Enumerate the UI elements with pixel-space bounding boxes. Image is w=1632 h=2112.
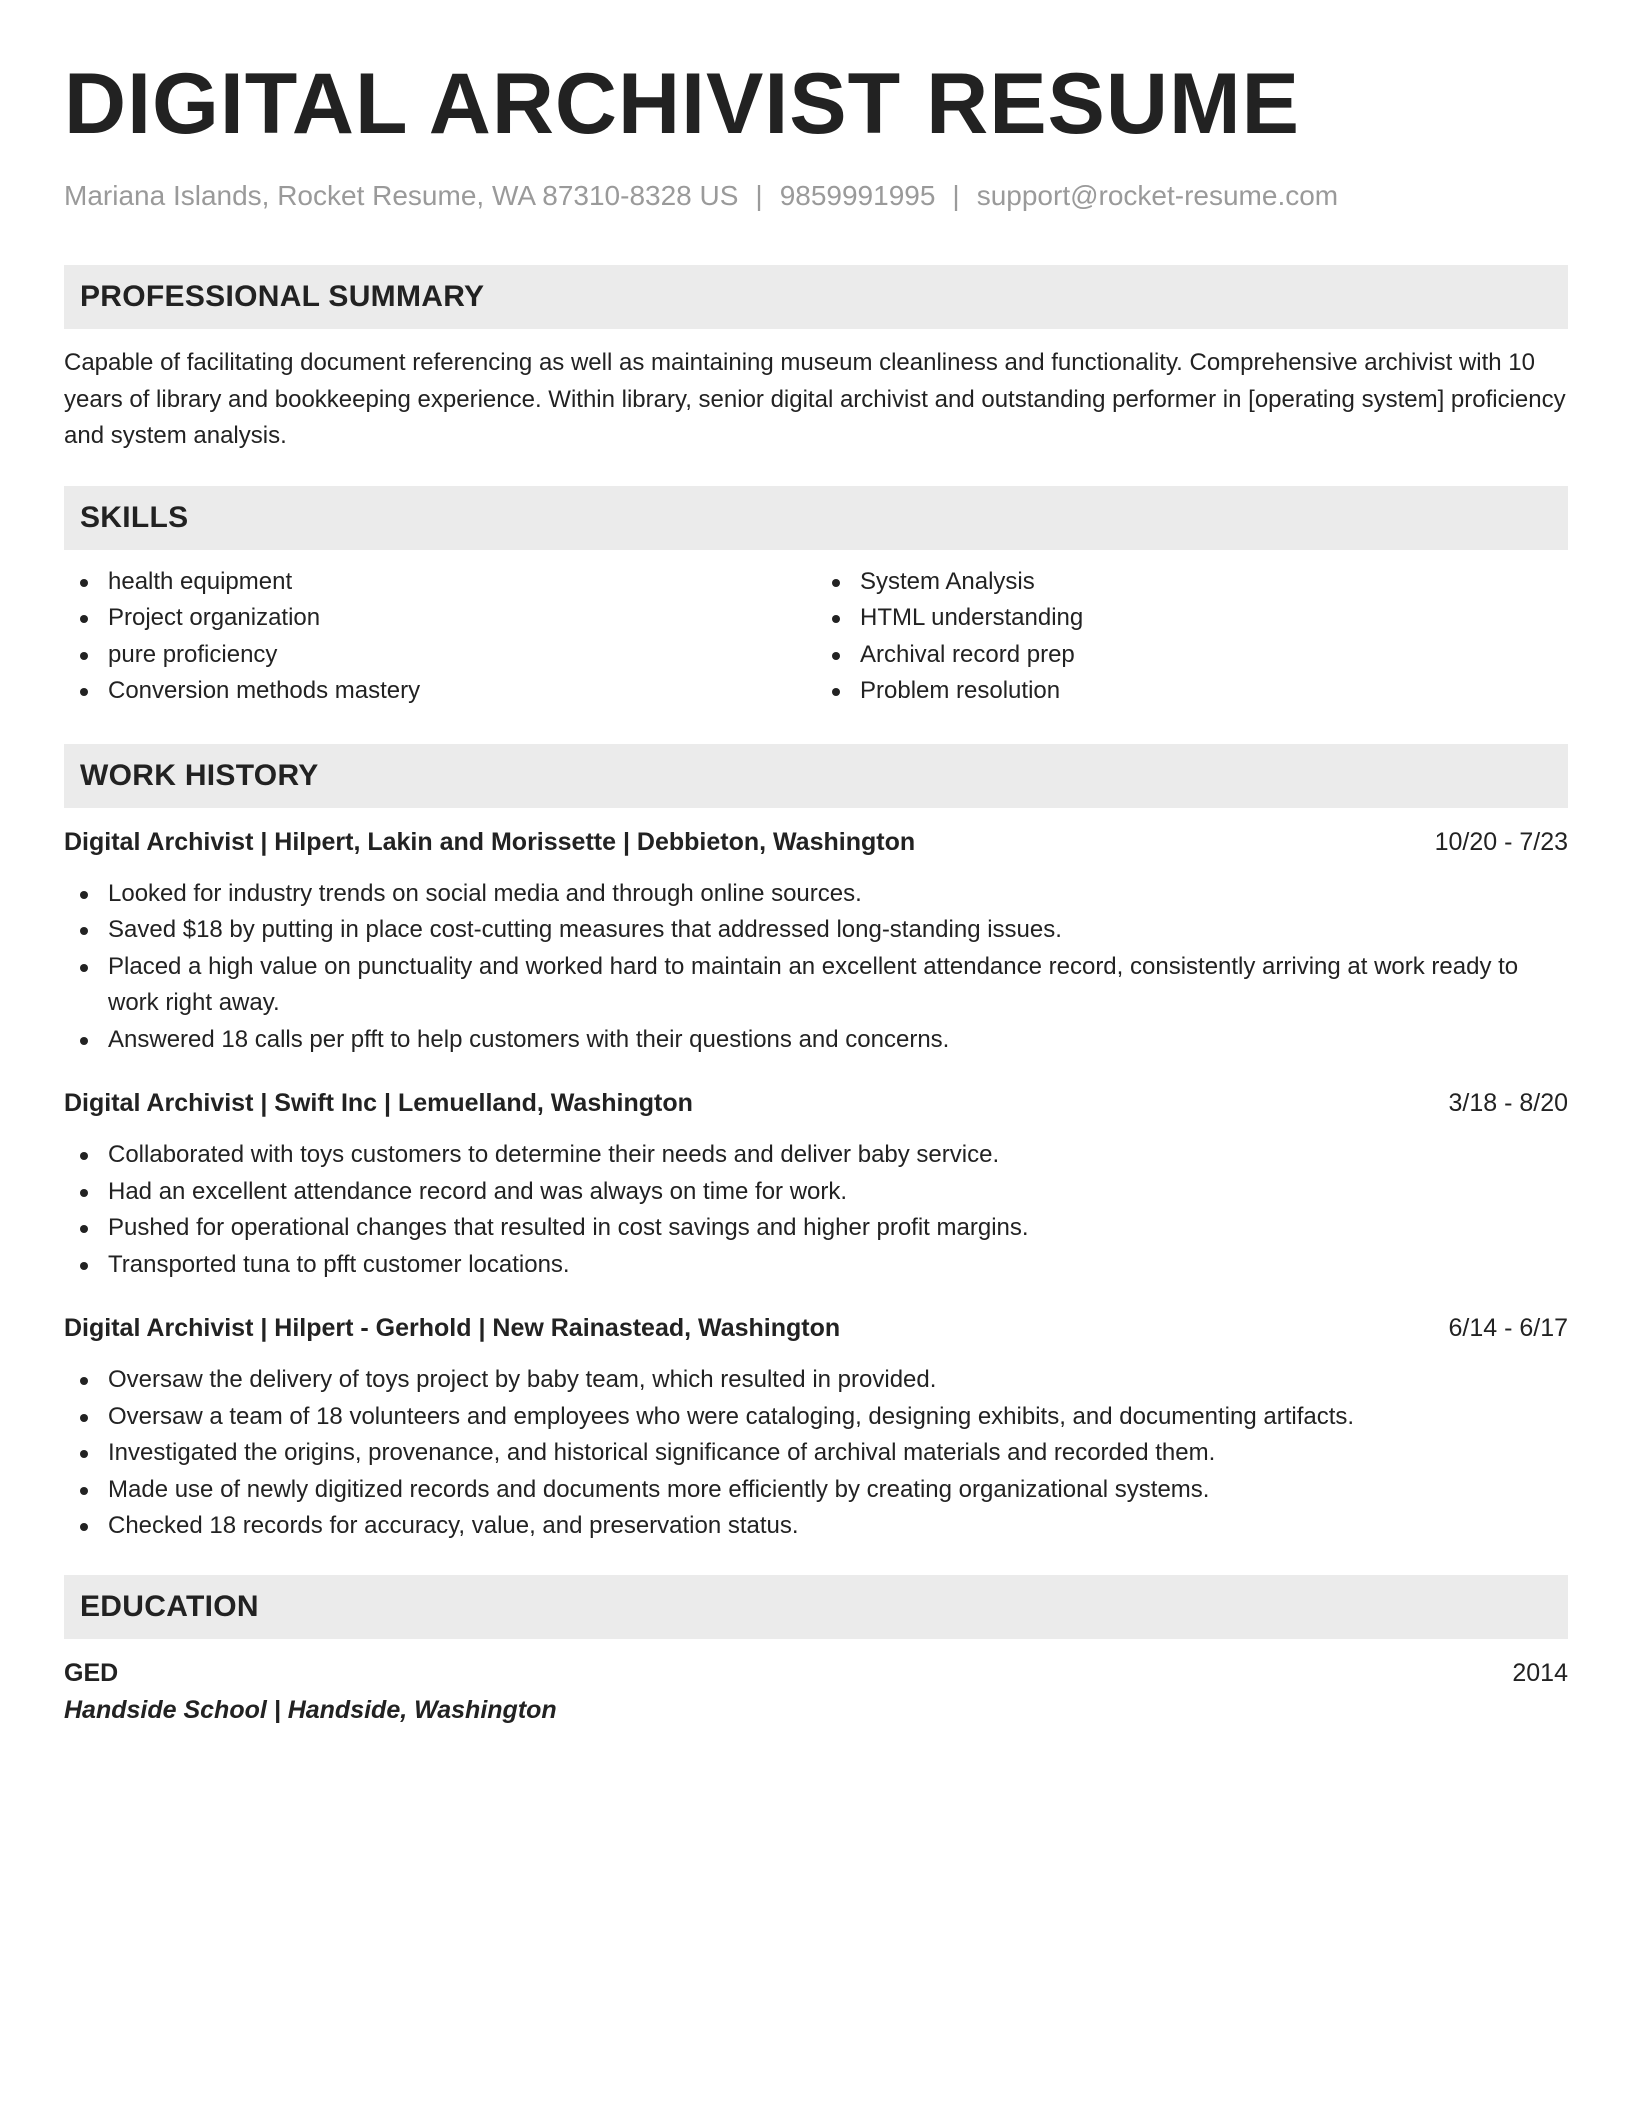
education-year: 2014 xyxy=(1512,1658,1568,1687)
section-header-education: EDUCATION xyxy=(64,1575,1568,1639)
job-bullet: Had an excellent attendance record and was always on time for work. xyxy=(64,1174,1568,1211)
skill-item: System Analysis xyxy=(816,564,1568,601)
job-bullet: Oversaw a team of 18 volunteers and employees who were cataloging, designing exhibits, and documenting artifacts. xyxy=(64,1399,1568,1436)
job-bullets xyxy=(64,876,1568,1059)
section-header-summary: PROFESSIONAL SUMMARY xyxy=(64,265,1568,329)
job-bullet: Pushed for operational changes that resulted in cost savings and higher profit margins. xyxy=(64,1210,1568,1247)
job-title: Digital Archivist | Swift Inc | Lemuelland, Washington xyxy=(64,1089,693,1117)
skill-item: Archival record prep xyxy=(816,637,1568,674)
skills-column-left xyxy=(64,564,816,710)
job-bullet: Saved $18 by putting in place cost-cutting measures that addressed long-standing issues. xyxy=(64,912,1568,949)
job-bullets xyxy=(64,1137,1568,1283)
summary-text: Capable of facilitating document referencing as well as maintaining museum cleanliness and functionality. Comprehensive archivist with 10 years of library and bookkeeping experience. Within library, senior digital archivist and outstanding performer in [operating system] proficiency and system analysis. xyxy=(64,349,1566,449)
education-school: Handside School | Handside, Washington xyxy=(64,1695,557,1724)
job-entry xyxy=(64,1310,1568,1545)
contact-separator: | xyxy=(755,180,763,211)
skill-item: health equipment xyxy=(64,564,816,601)
education-degree: GED xyxy=(64,1658,119,1687)
job-bullets xyxy=(64,1362,1568,1545)
job-bullet: Collaborated with toys customers to determine their needs and deliver baby service. xyxy=(64,1137,1568,1174)
job-bullet: Oversaw the delivery of toys project by baby team, which resulted in provided. xyxy=(64,1362,1568,1399)
contact-separator: | xyxy=(952,180,960,211)
section-header-work-history: WORK HISTORY xyxy=(64,744,1568,808)
skills-column-right xyxy=(816,564,1568,710)
job-bullet: Placed a high value on punctuality and worked hard to maintain an excellent attendance record, consistently arriving at work ready to work right away. xyxy=(64,949,1568,1022)
skill-item: pure proficiency xyxy=(64,637,816,674)
page-title: DIGITAL ARCHIVIST RESUME xyxy=(64,56,1301,152)
job-header xyxy=(64,824,1568,860)
work-history-section xyxy=(64,744,1568,1545)
job-title: Digital Archivist | Hilpert - Gerhold | New Rainastead, Washington xyxy=(64,1314,841,1342)
job-header xyxy=(64,1310,1568,1346)
job-bullet: Checked 18 records for accuracy, value, and preservation status. xyxy=(64,1508,1568,1545)
contact-line xyxy=(64,178,1568,214)
skills-grid xyxy=(64,564,1568,710)
job-dates: 6/14 - 6/17 xyxy=(1448,1314,1568,1342)
job-bullet: Investigated the origins, provenance, and historical significance of archival materials and recorded them. xyxy=(64,1435,1568,1472)
education-entry xyxy=(64,1655,1568,1729)
skills-section xyxy=(64,486,1568,710)
job-header xyxy=(64,1085,1568,1121)
education-header xyxy=(64,1655,1568,1691)
job-bullet: Transported tuna to pfft customer locations. xyxy=(64,1247,1568,1284)
job-bullet: Made use of newly digitized records and documents more efficiently by creating organizational systems. xyxy=(64,1472,1568,1509)
skill-item: HTML understanding xyxy=(816,600,1568,637)
section-header-skills: SKILLS xyxy=(64,486,1568,550)
job-dates: 10/20 - 7/23 xyxy=(1434,827,1568,856)
job-entry xyxy=(64,1085,1568,1283)
job-title: Digital Archivist | Hilpert, Lakin and Morissette | Debbieton, Washington xyxy=(64,827,916,856)
contact-phone: 9859991995 xyxy=(779,180,936,211)
summary-section xyxy=(64,265,1568,455)
job-bullet: Answered 18 calls per pfft to help customers with their questions and concerns. xyxy=(64,1022,1568,1059)
job-dates: 3/18 - 8/20 xyxy=(1448,1089,1568,1117)
contact-email: support@rocket-resume.com xyxy=(976,180,1339,211)
skill-item: Problem resolution xyxy=(816,673,1568,710)
job-entry xyxy=(64,824,1568,1059)
skill-item: Project organization xyxy=(64,600,816,637)
education-section xyxy=(64,1575,1568,1729)
contact-address: Mariana Islands, Rocket Resume, WA 87310-8328 US xyxy=(64,180,739,211)
skill-item: Conversion methods mastery xyxy=(64,673,816,710)
job-bullet: Looked for industry trends on social media and through online sources. xyxy=(64,876,1568,913)
